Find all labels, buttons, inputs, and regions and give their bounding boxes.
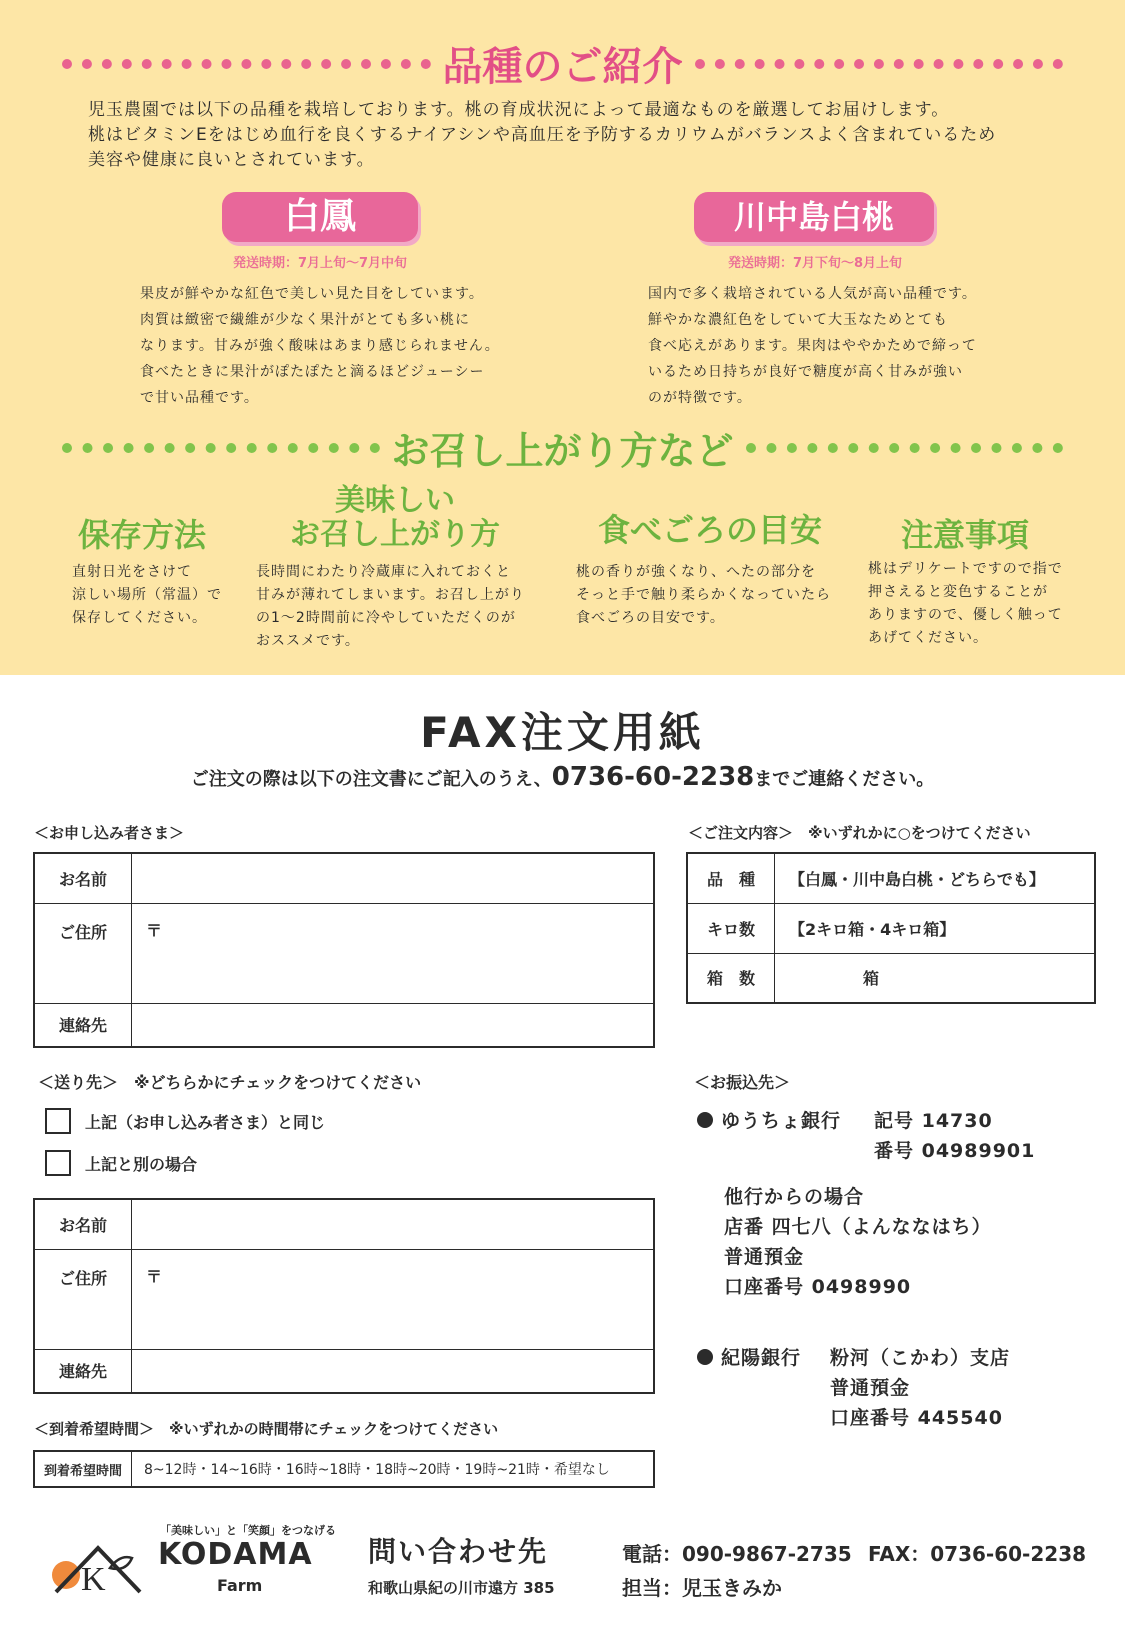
order-label: ＜ご注文内容＞ ※いずれかに○をつけてください [688, 824, 1031, 842]
box-count-header: 箱 数 [687, 953, 775, 1003]
arrival-table [33, 1450, 655, 1488]
tip-line: 桃はデリケートですので指で [868, 561, 1063, 577]
name-header: お名前 [34, 853, 132, 903]
tip-line: そっと手で触り柔らかくなっていたら [576, 587, 831, 603]
instruction-text: ご注文の際は以下の注文書にご記入のうえ、 [190, 769, 552, 790]
bullet-icon [697, 1349, 713, 1365]
tip-title-storage: 保存方法 [77, 516, 206, 554]
description-line: で甘い品種です。 [140, 390, 259, 406]
tip-title-line: お召し上がり方 [290, 517, 500, 552]
shipping-period: 発送時期：7月下旬～8月上旬 [727, 256, 903, 271]
varieties-title: 品種のご紹介 [442, 44, 683, 90]
other-bank-line: 普通預金 [724, 1246, 805, 1268]
svg-text:K: K [81, 1561, 106, 1598]
address-header: ご住所 [34, 903, 132, 1003]
description-line: なります。甘みが強く酸味はあまり感じられません。 [140, 338, 500, 354]
tip-line: 涼しい場所（常温）で [72, 587, 222, 603]
contact-person: 担当：児玉きみか [622, 1576, 782, 1600]
yucho-bank [697, 1106, 841, 1136]
dotted-divider [746, 443, 1064, 453]
arrival-slots[interactable]: 8~12時・14~16時・16時~18時・18時~20時・19時~21時・希望なし [132, 1451, 655, 1487]
postal-mark: 〒 [146, 920, 163, 940]
variety-description [648, 281, 1068, 411]
tip-body-ripeness [576, 561, 856, 630]
tip-title-line: 美味しい [335, 483, 455, 518]
kiyo-account [830, 1343, 1010, 1433]
tip-line: 直射日光をさけて [72, 564, 192, 580]
applicant-table [33, 852, 655, 1048]
tip-line: 押さえると変色することが [868, 584, 1048, 600]
applicant-contact-field[interactable] [132, 1003, 655, 1047]
description-line: いるため日持ちが良好で糖度が高く甘みが強い [648, 364, 963, 380]
different-address-checkbox[interactable] [45, 1150, 71, 1176]
applicant-name-field[interactable] [132, 853, 655, 903]
tip-body-eating [256, 561, 546, 653]
address-header: ご住所 [34, 1249, 132, 1349]
arrival-header: 到着希望時間 [34, 1451, 132, 1487]
kiyo-line: 普通預金 [830, 1377, 911, 1399]
eating-heading-row [0, 420, 1125, 475]
dotted-divider [62, 443, 380, 453]
variety-name-kawanakajima: 川中島白桃 [694, 192, 934, 242]
delivery-contact-field[interactable] [132, 1349, 655, 1393]
tip-line: あげてください。 [868, 630, 988, 646]
brand-tagline: 「美味しい」と「笑顔」をつなげる [160, 1524, 336, 1537]
description-line: 鮮やかな濃紅色をしていて大玉なためとても [648, 312, 948, 328]
postal-mark: 〒 [146, 1266, 163, 1286]
dotted-divider [62, 59, 431, 69]
description-line: 肉質は緻密で繊維が少なく果汁がとても多い桃に [140, 312, 470, 328]
applicant-label: ＜お申し込み者さま＞ [34, 824, 185, 842]
variety-header: 品 種 [687, 853, 775, 903]
yucho-account [874, 1106, 1035, 1166]
delivery-address-field[interactable] [132, 1249, 655, 1349]
description-line: 果皮が鮮やかな紅色で美しい見た目をしています。 [140, 286, 484, 302]
variety-choice[interactable]: 【白鳳・川中島白桃・どちらでも】 [775, 853, 1096, 903]
delivery-table [33, 1198, 655, 1394]
description-line: 食べ応えがあります。果肉はややかためで締って [648, 338, 977, 354]
different-address-label: 上記と別の場合 [85, 1155, 198, 1174]
contact-fax: FAX：0736-60-2238 [868, 1542, 1087, 1566]
tip-title-caution: 注意事項 [900, 516, 1029, 554]
contact-header: 連絡先 [34, 1003, 132, 1047]
varieties-intro [88, 98, 1088, 173]
contact-address: 和歌山県紀の川市遠方 385 [368, 1579, 555, 1597]
tip-title-ripeness: 食べごろの目安 [597, 511, 822, 549]
tip-body-caution [868, 558, 1108, 650]
varieties-heading-row [0, 35, 1125, 92]
arrival-label: ＜到着希望時間＞ ※いずれかの時間帯にチェックをつけてください [34, 1420, 499, 1438]
brand-sub: Farm [217, 1576, 263, 1595]
tip-line: 保存してください。 [72, 610, 207, 626]
description-line: 食べたときに果汁がぽたぽたと滴るほどジューシー [140, 364, 485, 380]
other-bank-line: 口座番号 0498990 [724, 1276, 912, 1298]
tip-line: 長時間にわたり冷蔵庫に入れておくと [256, 564, 511, 580]
name-header: お名前 [34, 1199, 132, 1249]
eating-title: お召し上がり方など [391, 429, 734, 473]
variety-name-hakuho: 白鳳 [222, 192, 418, 242]
kiyo-line: 粉河（こかわ）支店 [830, 1347, 1011, 1369]
tip-line: おススメです。 [256, 633, 360, 649]
tip-line: ありますので、優しく触って [868, 607, 1063, 623]
weight-choice[interactable]: 【2キロ箱・4キロ箱】 [775, 903, 1096, 953]
info-panel [0, 0, 1125, 675]
tip-line: 食べごろの目安です。 [576, 610, 725, 626]
contact-title: 問い合わせ先 [368, 1535, 549, 1568]
bank-name: ゆうちょ銀行 [721, 1110, 842, 1132]
variety-description [140, 281, 570, 411]
fax-number: 0736-60-2238 [551, 762, 755, 792]
tip-line: の1～2時間前に冷やしていただくのが [256, 610, 516, 626]
other-bank-line: 他行からの場合 [724, 1186, 865, 1208]
same-address-checkbox[interactable] [45, 1108, 71, 1134]
instruction-text: までご連絡ください。 [754, 769, 935, 790]
other-bank-line: 店番 四七八（よんななはち） [724, 1216, 992, 1238]
kodama-logo-icon [48, 1530, 148, 1600]
applicant-address-field[interactable] [132, 903, 655, 1003]
bullet-icon [697, 1112, 713, 1128]
other-bank-info [724, 1182, 992, 1302]
description-line: のが特徴です。 [648, 390, 752, 406]
tip-line: 甘みが薄れてしまいます。お召し上がり [256, 587, 525, 603]
dotted-divider [695, 59, 1064, 69]
intro-line: 美容や健康に良いとされています。 [88, 150, 375, 170]
yucho-kigo: 記号 14730 [874, 1110, 993, 1132]
delivery-label: ＜送り先＞ ※どちらかにチェックをつけてください [38, 1073, 422, 1092]
delivery-name-field[interactable] [132, 1199, 655, 1249]
tip-line: 桃の香りが強くなり、へたの部分を [576, 564, 816, 580]
tip-body-storage [72, 561, 252, 630]
tip-title-eating [270, 484, 520, 552]
contact-header: 連絡先 [34, 1349, 132, 1393]
contact-phone: 電話：090-9867-2735 [622, 1542, 852, 1566]
intro-line: 桃はビタミンEをはじめ血行を良くするナイアシンや高血圧を予防するカリウムがバランスよく含まれているため [88, 125, 997, 145]
same-address-label: 上記（お申し込み者さま）と同じ [85, 1113, 326, 1132]
shipping-period: 発送時期：7月上旬～7月中旬 [232, 256, 408, 271]
yucho-bango: 番号 04989901 [874, 1140, 1036, 1162]
fax-title: FAX注文用紙 [420, 708, 705, 757]
intro-line: 児玉農園では以下の品種を栽培しております。桃の育成状況によって最適なものを厳選してお届けします。 [88, 100, 950, 120]
payment-label: ＜お振込先＞ [694, 1073, 791, 1092]
description-line: 国内で多く栽培されている人気が高い品種です。 [648, 286, 977, 302]
box-count-field[interactable]: 箱 [775, 953, 1096, 1003]
weight-header: キロ数 [687, 903, 775, 953]
fax-instruction [0, 762, 1125, 792]
order-table [686, 852, 1096, 1004]
kiyo-bank [697, 1343, 801, 1373]
kiyo-line: 口座番号 445540 [830, 1407, 1003, 1429]
brand-name: KODAMA [158, 1537, 313, 1572]
bank-name: 紀陽銀行 [721, 1347, 802, 1369]
